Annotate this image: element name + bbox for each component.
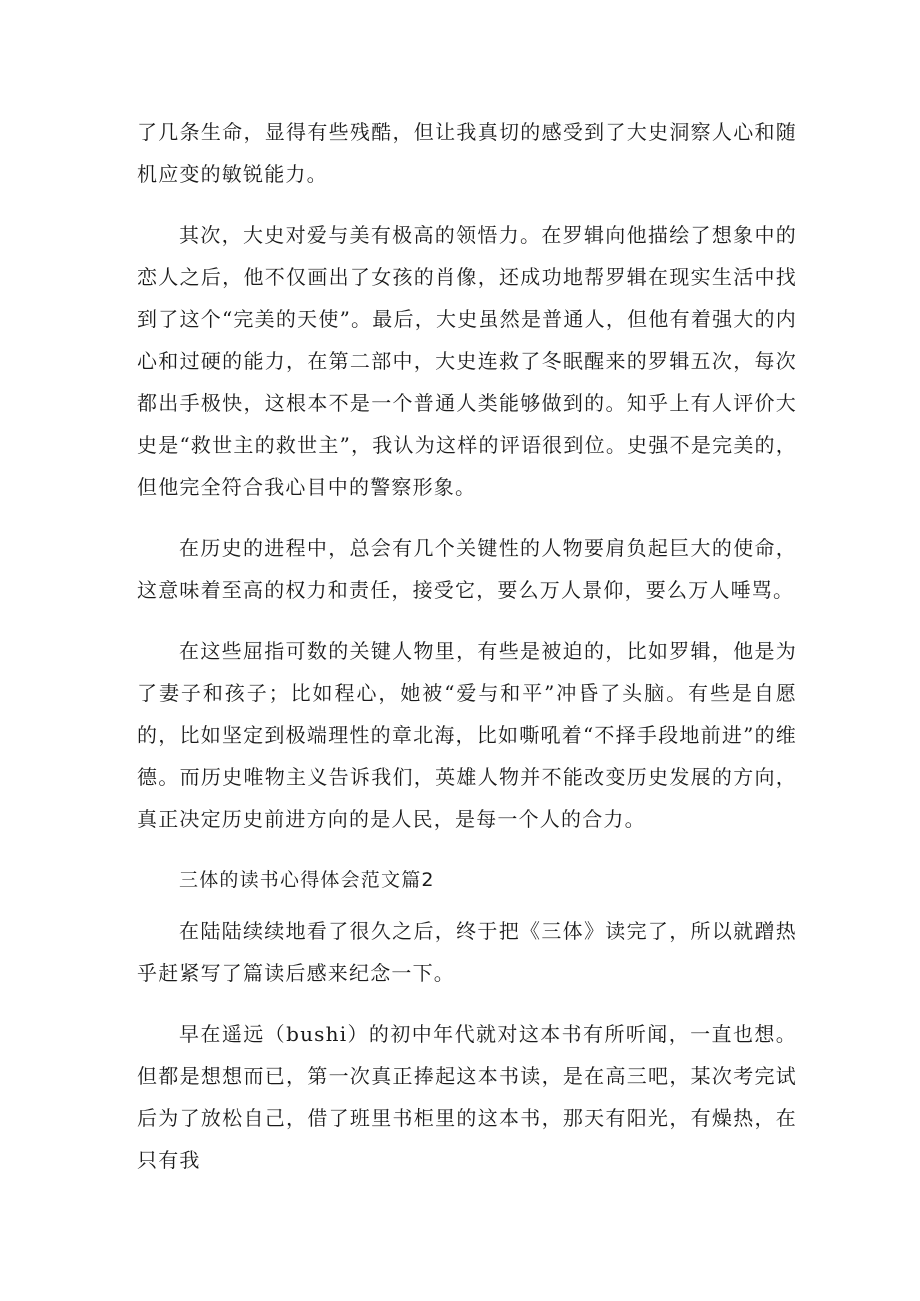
paragraph-5: 在陆陆续续地看了很久之后，终于把《三体》读完了，所以就蹭热乎赶紧写了篇读后感来纪念一下。 xyxy=(137,919,797,985)
paragraph-6: 早在遥远（bushi）的初中年代就对这本书有所听闻，一直也想。但都是想想而已，第一次真正捧起这本书读，是在高三吧，某次考完试后为了放松自己，借了班里书柜里的这本书，那天有阳光，有燥热，在只有我 xyxy=(137,1022,797,1172)
paragraph-4: 在这些屈指可数的关键人物里，有些是被迫的，比如罗辑，他是为了妻子和孩子；比如程心，她被“爱与和平”冲昏了头脑。有些是自愿的，比如坚定到极端理性的章北海，比如嘶吼着“不择手段地前进”的维德。而历史唯物主义告诉我们，英雄人物并不能改变历史发展的方向，真正决定历史前进方向的是人民，是每一个人的合力。 xyxy=(137,639,797,831)
paragraph-2: 其次，大史对爱与美有极高的领悟力。在罗辑向他描绘了想象中的恋人之后，他不仅画出了女孩的肖像，还成功地帮罗辑在现实生活中找到了这个“完美的天使”。最后，大史虽然是普通人，但他有着强大的内心和过硬的能力，在第二部中，大史连救了冬眠醒来的罗辑五次，每次都出手极快，这根本不是一个普通人类能够做到的。知乎上有人评价大史是“救世主的救世主”，我认为这样的评语很到位。史强不是完美的，但他完全符合我心目中的警察形象。 xyxy=(137,223,797,499)
section-heading: 三体的读书心得体会范文篇2 xyxy=(179,869,435,891)
paragraph-1: 了几条生命，显得有些残酷，但让我真切的感受到了大史洞察人心和随机应变的敏锐能力。 xyxy=(137,120,797,186)
paragraph-3: 在历史的进程中，总会有几个关键性的人物要肩负起巨大的使命，这意味着至高的权力和责任，接受它，要么万人景仰，要么万人唾骂。 xyxy=(137,536,797,602)
document-body xyxy=(137,111,797,1200)
